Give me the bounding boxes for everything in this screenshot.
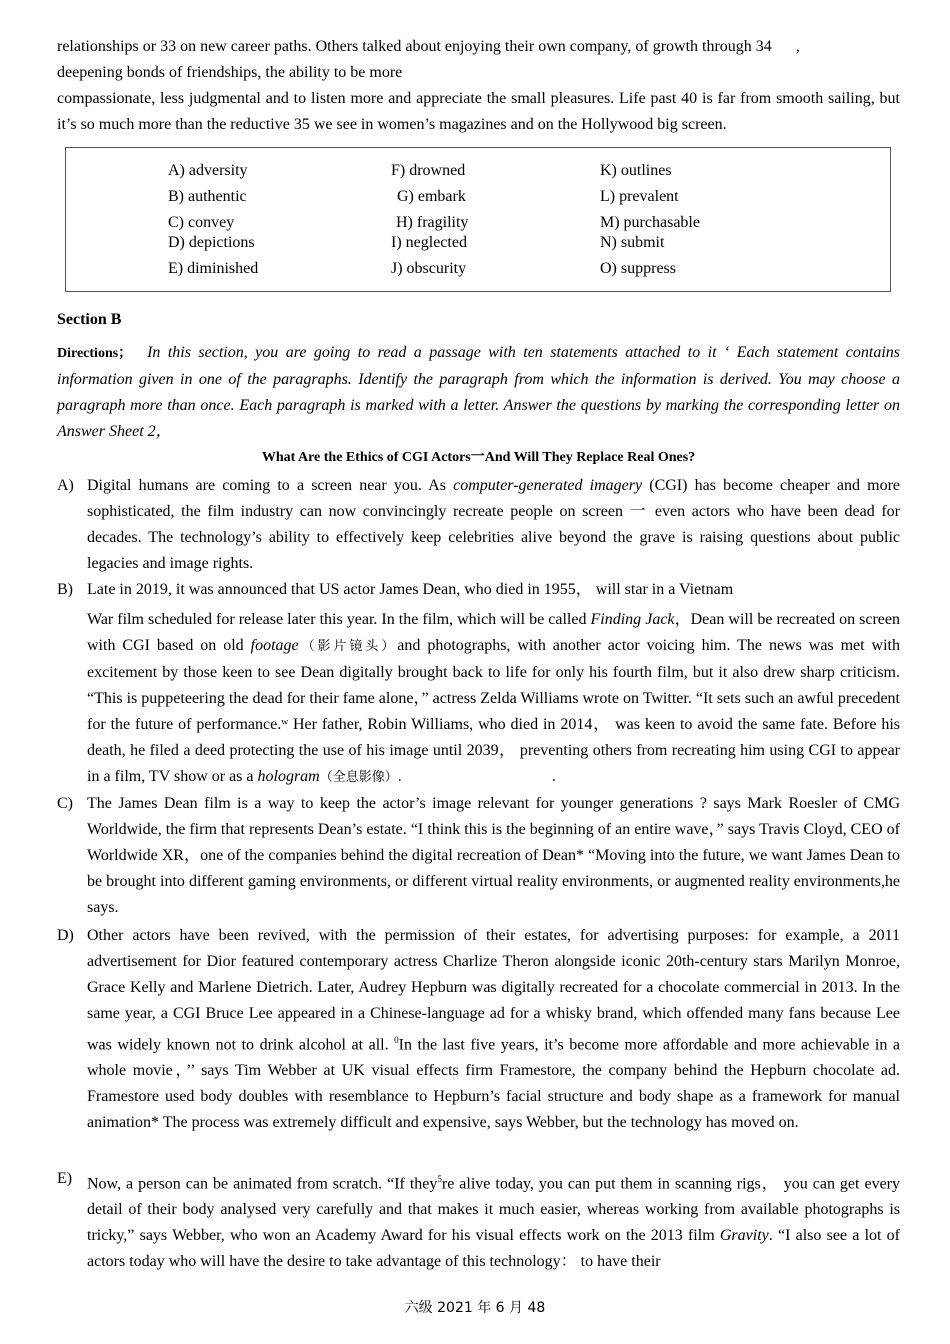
word-option: M) purchasable <box>600 214 700 231</box>
paragraph-a <box>57 473 900 577</box>
word-option: H) fragility <box>396 214 469 231</box>
intro-line-3: compassionate, less judgmental and to listen more and appreciate the small pleasures. Life past 40 is far from smooth sailing, but it’s so much more than the reductive 35 we see in women’s magazines and on the Hollywood big screen. <box>57 90 900 133</box>
paragraph-body <box>87 923 900 1136</box>
paragraph-body <box>87 1166 900 1275</box>
word-option: F) drowned <box>391 162 466 179</box>
word-option: B) authentic <box>168 188 247 205</box>
directions <box>57 340 900 445</box>
italic-term: computer-generated imagery <box>453 477 643 494</box>
paragraph-letter: C) <box>57 795 73 812</box>
passage-title: What Are the Ethics of CGI Actors一And Will They Replace Real Ones? <box>261 450 696 465</box>
chinese-gloss: （影片镜头） <box>298 639 398 654</box>
word-option: A) adversity <box>168 162 248 179</box>
text-run: ，Dean will be recreated on screen with CGI based on old <box>87 611 901 654</box>
word-option: K) outlines <box>600 162 672 179</box>
text-run: and photographs, with another actor voicing him. The news was met with excitement by those keen to see Dean digitally brought back to life for only his fourth film, but it also drew sharp criticism. “This is puppeteering the dead for their fame alone，” actress Zelda Williams wrote on Twitter. “It sets such an awful precedent for the future of performance.ʷ Her father, Robin Williams, who died in 2014， was keen to avoid the same fate. Before his death, he filed a deed protecting the use of his image until 2039， preventing others from recreating him using CGI to appear in a film, TV show or as a <box>87 637 900 785</box>
text-run: Late in 2019, it was announced that US actor James Dean, who died in 1955， will star in a Vietnam <box>87 581 734 598</box>
superscript: 0 <box>394 1035 399 1045</box>
italic-term: footage <box>250 637 299 654</box>
paragraph-body <box>87 473 900 577</box>
paragraph-letter: B) <box>57 581 73 598</box>
word-option: C) convey <box>168 214 235 231</box>
paragraph-d <box>57 923 900 1136</box>
paragraph-body <box>87 577 900 791</box>
text-run: In the last five years, it’s become more affordable and more achievable in a whole movie，’’ says Tim Webber at UK visual effects firm Framestore, the company behind the Hepburn chocolate ad. Framestore used body doubles with resemblance to Hepburn’s facial structure and body shape as a framework for manual animation* The process was extremely difficult and expensive, says Webber, but the technology has moved on. <box>87 1036 901 1132</box>
footer-text: 六级 2021 年 6 月 48 <box>404 1300 546 1316</box>
text-run: . <box>551 768 556 785</box>
directions-text: In this section, you are going to read a passage with ten statements attached to it ‘ Each statement contains information given in one of the paragraphs. Identify the paragraph from which the information is derived. You may choose a paragraph more than once. Each paragraph is marked with a letter. Answer the questions by marking the corresponding letter on Answer Sheet 2， <box>57 344 901 440</box>
paragraph-letter: E) <box>57 1170 73 1187</box>
section-heading: Section B <box>57 311 122 328</box>
text-run: Digital humans are coming to a screen near you. As <box>87 477 454 494</box>
text-run: Other actors have been revived, with the permission of their estates, for advertising purposes: for example, a 2011 advertisement for Dior featured contemporary actress Charlize Theron alongside iconic 20th-century stars Marilyn Monroe, Grace Kelly and Marlene Dietrich. Later, Audrey Hepburn was digitally recreated for a chocolate commercial in 2013. In the same year, a CGI Bruce Lee appeared in a Chinese-language ad for a whisky brand, which offended many fans because Lee was widely known not to drink alcohol at all. <box>87 927 900 1054</box>
word-option: J) obscurity <box>391 260 467 277</box>
word-bank <box>65 147 891 292</box>
directions-label: Directions； <box>57 346 133 361</box>
text-run: (CGI) has become cheaper and more sophisticated, the film industry can now convincingly recreate people on screen 一 even actors who have been dead for decades. The technology’s ability to effectively keep celebrities alive beyond the grave is raising questions about public legacies and image rights. <box>87 477 901 572</box>
text-run: Now, a person can be animated from scratch. “If they <box>87 1175 438 1193</box>
paragraph-letter: A) <box>57 477 74 494</box>
word-bank-column-1 <box>168 158 258 282</box>
italic-term: hologram <box>257 768 320 785</box>
page-footer <box>0 1297 950 1317</box>
word-option: N) submit <box>600 234 665 251</box>
superscript: 5 <box>437 1174 442 1184</box>
word-option: D) depictions <box>168 234 255 251</box>
chinese-gloss: （全息影像）. <box>319 770 402 785</box>
word-option: L) prevalent <box>600 188 679 205</box>
paragraph-letter: D) <box>57 927 74 944</box>
paragraph-body: The James Dean film is a way to keep the actor’s image relevant for younger generations ? says Mark Roesler of CMG Worldwide, the firm that represents Dean’s estate. “I think this is the beginning of an entire wave，” says Travis Cloyd, CEO of Worldwide XR，one of the companies behind the digital recreation of Dean* “Moving into the future, we want James Dean to be brought into different gaming environments, or different virtual reality environments, or augmented reality environments,he says. <box>87 795 900 916</box>
word-bank-column-3 <box>600 158 700 282</box>
italic-term: Finding Jack <box>590 611 675 628</box>
word-option: E) diminished <box>168 260 259 277</box>
text-run: . “I also see a lot of actors today who will have the desire to take advantage of this technology： to have their <box>87 1227 901 1271</box>
paragraph-b <box>57 577 900 791</box>
italic-term: Gravity <box>719 1227 769 1245</box>
text-run: War film scheduled for release later this year. In the film, which will be called <box>87 611 591 628</box>
paragraph-e <box>57 1166 900 1275</box>
word-option: G) embark <box>397 188 466 205</box>
word-option: I) neglected <box>391 234 467 251</box>
word-bank-column-2 <box>391 158 468 282</box>
paragraph-c <box>57 791 900 921</box>
text-run: re alive today, you can put them in scanning rigs， you can get every detail of their body analysed very carefully and that makes it much easier, whereas working from available photographs is tricky,” says Webber, who won an Academy Award for his visual effects work on the 2013 film <box>87 1175 900 1245</box>
intro-line-2: deepening bonds of friendships, the ability to be more <box>57 64 403 81</box>
word-option: O) suppress <box>600 260 676 277</box>
intro-paragraph <box>57 34 900 138</box>
intro-line-1: relationships or 33 on new career paths. Others talked about enjoying their own company, of growth through 34 , <box>57 38 800 55</box>
